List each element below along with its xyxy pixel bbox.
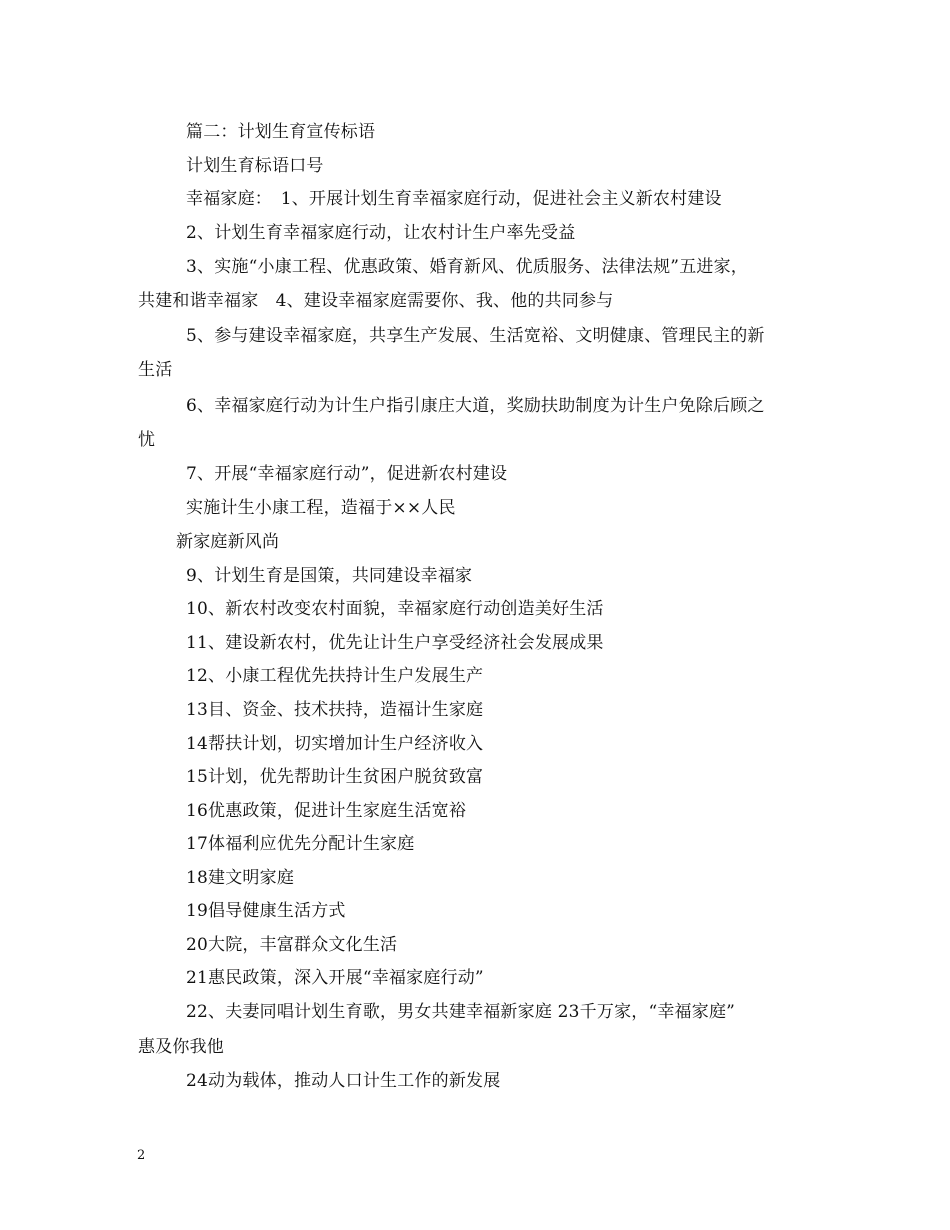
text-line: 2、计划生育幸福家庭行动，让农村计生户率先受益: [186, 223, 576, 243]
text-line: 11、建设新农村，优先让计生户享受经济社会发展成果: [186, 633, 604, 653]
text-line: 12、小康工程优先扶持计生户发展生产: [186, 666, 484, 686]
text-line: 18建文明家庭: [186, 868, 295, 888]
text-line: 幸福家庭： 1、开展计划生育幸福家庭行动，促进社会主义新农村建设: [186, 189, 722, 209]
text-line: 15计划，优先帮助计生贫困户脱贫致富: [186, 767, 484, 787]
text-line: 新家庭新风尚: [176, 532, 280, 552]
text-line: 忧: [138, 430, 156, 450]
page-number: 2: [137, 1148, 146, 1163]
text-line: 9、计划生育是国策，共同建设幸福家: [186, 566, 473, 586]
text-line: 5、参与建设幸福家庭，共享生产发展、生活宽裕、文明健康、管理民主的新: [186, 326, 765, 346]
text-line: 16优惠政策，促进计生家庭生活宽裕: [186, 801, 467, 821]
text-line: 7、开展“幸福家庭行动”，促进新农村建设: [186, 464, 508, 484]
text-line: 生活: [138, 360, 173, 380]
text-line: 共建和谐幸福家 4、建设幸福家庭需要你、我、他的共同参与: [138, 291, 614, 311]
section-heading: 篇二：计划生育宣传标语: [186, 122, 376, 142]
text-line: 3、实施“小康工程、优惠政策、婚育新风、优质服务、法律法规”五进家，: [186, 257, 748, 277]
text-line: 20大院，丰富群众文化生活: [186, 935, 398, 955]
text-line: 13目、资金、技术扶持，造福计生家庭: [186, 700, 484, 720]
text-line: 19倡导健康生活方式: [186, 901, 346, 921]
text-line: 实施计生小康工程，造福于××人民: [186, 498, 456, 518]
text-line: 17体福利应优先分配计生家庭: [186, 834, 415, 854]
text-line: 21惠民政策，深入开展“幸福家庭行动”: [186, 968, 484, 988]
text-line: 6、幸福家庭行动为计生户指引康庄大道，奖励扶助制度为计生户免除后顾之: [186, 396, 765, 416]
text-line: 14帮扶计划，切实增加计生户经济收入: [186, 734, 484, 754]
text-line: 24动为载体，推动人口计生工作的新发展: [186, 1071, 501, 1091]
text-line: 22、夫妻同唱计划生育歌，男女共建幸福新家庭 23千万家，“幸福家庭”: [186, 1002, 736, 1022]
subheading: 计划生育标语口号: [186, 156, 324, 176]
text-line: 惠及你我他: [138, 1037, 224, 1057]
text-line: 10、新农村改变农村面貌，幸福家庭行动创造美好生活: [186, 599, 604, 619]
